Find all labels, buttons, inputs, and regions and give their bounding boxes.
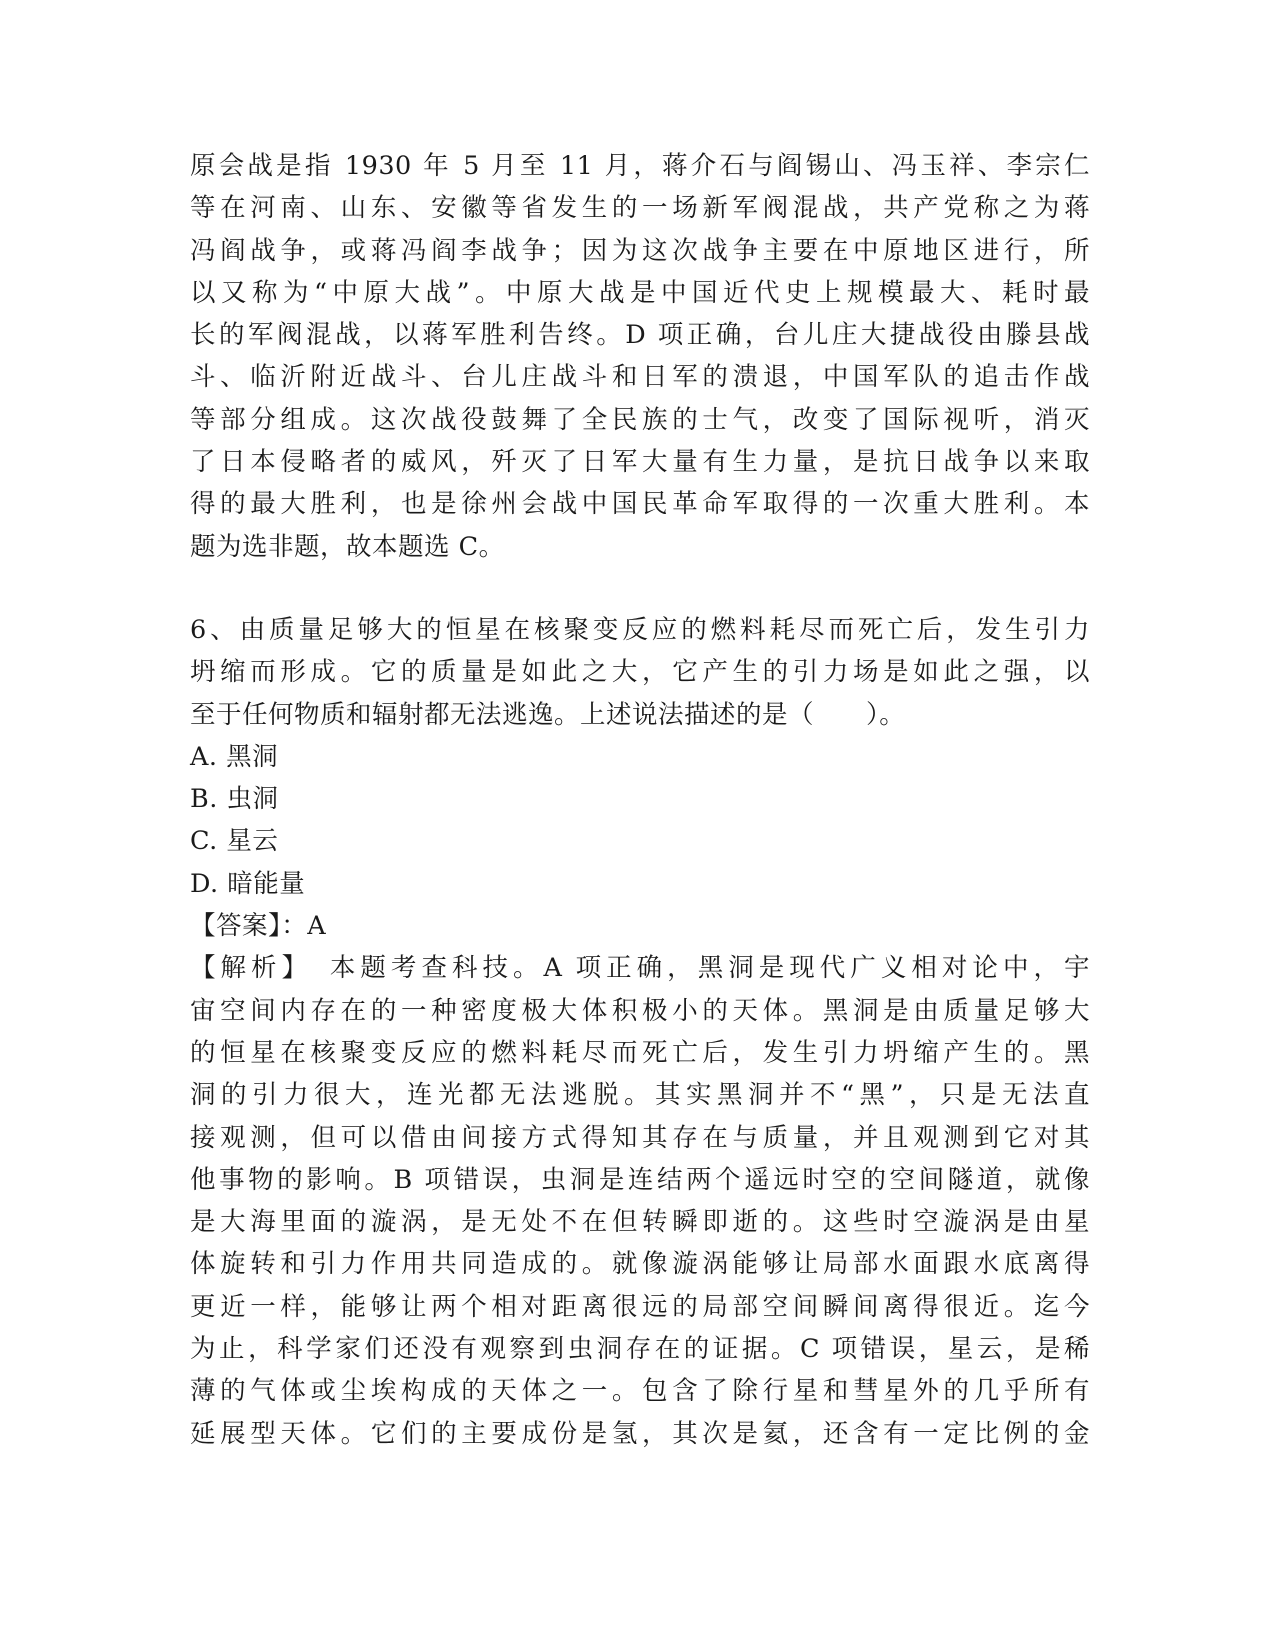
- text-line: 薄的气体或尘埃构成的天体之一。包含了除行星和彗星外的几乎所有: [190, 1376, 1090, 1407]
- text-line: 体旋转和引力作用共同造成的。就像漩涡能够让局部水面跟水底离得: [190, 1249, 1090, 1280]
- option-d: D. 暗能量: [190, 868, 306, 899]
- continued-explanation: [190, 145, 1090, 568]
- text-line: 【解析】 本题考查科技。A 项正确，黑洞是现代广义相对论中，宇: [190, 953, 1090, 984]
- text-line: 题为选非题，故本题选 C。: [190, 531, 505, 562]
- text-line: 接观测，但可以借由间接方式得知其存在与质量，并且观测到它对其: [190, 1122, 1090, 1153]
- text-line: 的恒星在核聚变反应的燃料耗尽而死亡后，发生引力坍缩产生的。黑: [190, 1037, 1090, 1068]
- option-a: A. 黑洞: [190, 741, 279, 772]
- text-line: 长的军阀混战，以蒋军胜利告终。D 项正确，台儿庄大捷战役由滕县战: [190, 320, 1090, 351]
- text-line: 原会战是指 1930 年 5 月至 11 月，蒋介石与阎锡山、冯玉祥、李宗仁: [190, 151, 1090, 181]
- option-c: C. 星云: [190, 826, 279, 857]
- question-6: [190, 609, 1090, 1455]
- text-line: 至于任何物质和辐射都无法逃逸。上述说法描述的是（ ）。: [190, 699, 906, 730]
- text-line: 了日本侵略者的威风，歼灭了日军大量有生力量，是抗日战争以来取: [190, 447, 1090, 478]
- text-line: 斗、临沂附近战斗、台儿庄战斗和日军的溃退，中国军队的追击作战: [190, 362, 1090, 393]
- text-line: 坍缩而形成。它的质量是如此之大，它产生的引力场是如此之强，以: [190, 657, 1090, 688]
- text-line: 6、由质量足够大的恒星在核聚变反应的燃料耗尽而死亡后，发生引力: [190, 615, 1090, 645]
- text-line: 等在河南、山东、安徽等省发生的一场新军阀混战，共产党称之为蒋: [190, 193, 1090, 224]
- text-line: 等部分组成。这次战役鼓舞了全民族的士气，改变了国际视听，消灭: [190, 404, 1090, 435]
- question-stem: [190, 609, 1090, 736]
- analysis: [190, 947, 1090, 1455]
- option-list: [190, 736, 1090, 905]
- text-line: 延展型天体。它们的主要成份是氢，其次是氦，还含有一定比例的金: [190, 1418, 1090, 1449]
- text-line: 得的最大胜利，也是徐州会战中国民革命军取得的一次重大胜利。本: [190, 489, 1090, 520]
- text-line: 宙空间内存在的一种密度极大体积极小的天体。黑洞是由质量足够大: [190, 995, 1090, 1026]
- text-line: 是大海里面的漩涡，是无处不在但转瞬即逝的。这些时空漩涡是由星: [190, 1207, 1090, 1238]
- answer-line: 【答案】：A: [190, 911, 327, 942]
- option-b: B. 虫洞: [190, 784, 279, 815]
- text-line: 以又称为“中原大战”。中原大战是中国近代史上规模最大、耗时最: [190, 277, 1090, 308]
- text-line: 洞的引力很大，连光都无法逃脱。其实黑洞并不“黑”，只是无法直: [190, 1080, 1090, 1111]
- text-line: 他事物的影响。B 项错误，虫洞是连结两个遥远时空的空间隧道，就像: [190, 1164, 1090, 1195]
- text-line: 更近一样，能够让两个相对距离很远的局部空间瞬间离得很近。迄今: [190, 1291, 1090, 1322]
- text-line: 冯阎战争，或蒋冯阎李战争；因为这次战争主要在中原地区进行，所: [190, 235, 1090, 266]
- text-line: 为止，科学家们还没有观察到虫洞存在的证据。C 项错误，星云，是稀: [190, 1334, 1090, 1365]
